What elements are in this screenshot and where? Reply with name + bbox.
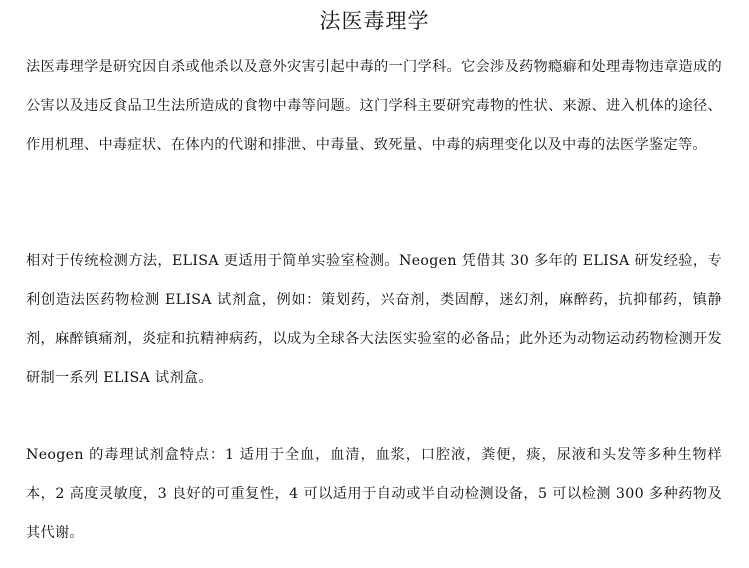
paragraph-elisa: 相对于传统检测方法，ELISA 更适用于简单实验室检测。Neogen 凭借其 30 多年的 ELISA 研发经验，专利创造法医药物检测 ELISA 试剂盒，例如：策划药，兴奋剂，类固醇，迷幻剂，麻醉药，抗抑郁药，镇静剂，麻醉镇痛剂，炎症和抗精神病药，以成为全球各大法医实验室的必备品；此外还为动物运动药物检测开发研制一系列 ELISA 试剂盒。 [26, 253, 722, 386]
page-title: 法医毒理学 [319, 9, 430, 33]
paragraph-features: Neogen 的毒理试剂盒特点：1 适用于全血，血清，血浆，口腔液，粪便，痰，尿液和头发等多种生物样本，2 高度灵敏度，3 良好的可重复性，4 可以适用于自动或半自动检测设备，5 可以检测 300 多种药物及其代谢。 [26, 447, 722, 541]
paragraph-intro: 法医毒理学是研究因自杀或他杀以及意外灾害引起中毒的一门学科。它会涉及药物瘾癖和处理毒物违章造成的公害以及违反食品卫生法所造成的食物中毒等问题。这门学科主要研究毒物的性状、来源、进入机体的途径、作用机理、中毒症状、在体内的代谢和排泄、中毒量、致死量、中毒的病理变化以及中毒的法医学鉴定等。 [26, 59, 722, 153]
